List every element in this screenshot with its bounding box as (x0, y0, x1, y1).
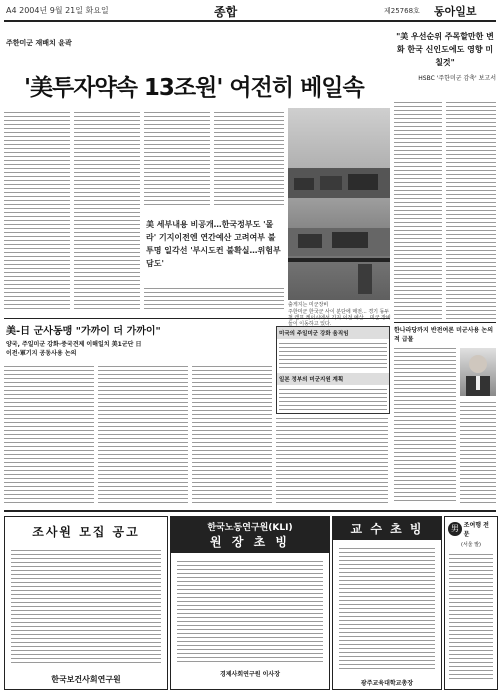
ad-kli-footer: 경제사회연구원 이사장 (219, 671, 281, 678)
ad-professor-body (339, 546, 435, 672)
page-and-date: A4 2004년 9월 21일 화요일 (6, 6, 109, 15)
section-title: 종합 (214, 5, 238, 19)
page-header (0, 0, 500, 22)
lead-kicker: 주한미군 재배치 윤곽 (6, 39, 72, 47)
second-story-subhead: 양국, 주일미군 강화·중국견제 이해일치 美1군단 日이전·軍기지 공동사용 논의 (6, 341, 142, 357)
side-story-subhead: HSBC '주한미군 감축' 보고서 (418, 75, 496, 82)
ad-travel (444, 516, 498, 690)
ad-recruitment-body (11, 548, 161, 666)
photo-caption-title: 출게지는 미군장비 (288, 302, 329, 308)
ad-professor-title: 교 수 초 빙 (333, 517, 441, 540)
second-story-col-3 (192, 364, 272, 504)
side-story-col-2 (446, 100, 496, 320)
lead-body-col-4 (214, 110, 284, 208)
ad-kli-body (177, 559, 323, 663)
ads-rule (4, 510, 496, 512)
side-story (394, 30, 496, 82)
ad-professor-footer: 광주교육대학교총장 (360, 680, 414, 687)
right-story-rule (394, 322, 496, 323)
ad-travel-header (445, 517, 497, 541)
ad-travel-mark: 男 (448, 522, 462, 536)
ad-recruitment-footer: 한국보건사회연구원 (51, 675, 121, 684)
ad-kli-title: 한국노동연구원(KLI) (207, 523, 293, 533)
side-story-headline: "美 우선순위 주목할만한 변화 한국 신인도에도 영향 미칠것" (396, 31, 494, 67)
ad-kli-banner (171, 517, 329, 553)
second-story-col-4 (276, 416, 388, 504)
second-story-col-2 (98, 364, 188, 504)
lead-body-col-3 (144, 110, 210, 208)
lead-headline: '美투자약속 13조원' 여전히 베일속 (24, 75, 364, 101)
ad-travel-sub: (서울 발) (461, 542, 481, 548)
ad-recruitment-title: 조사원 모집 공고 (32, 525, 140, 539)
infobox-title: 미국의 주일미군 강화 움직임 (277, 327, 389, 339)
lead-pullquote: 美 세부내용 비공개…한국정부도 '몰라' 기지이전엔 연간예산 고려여부 불투명 일각선 '부시도컨 불확실…위험부담도' (146, 220, 281, 268)
ad-kli-subtitle: 원 장 초 빙 (210, 535, 290, 549)
ad-travel-body (449, 552, 493, 682)
newspaper-brand: 동아일보 (434, 5, 477, 18)
infobox-list-1 (279, 341, 387, 371)
issue-number: 제25768호 (384, 7, 420, 15)
lead-photo (288, 108, 390, 300)
ad-kli (170, 516, 330, 690)
person-portrait-image (460, 348, 496, 396)
military-train-image (288, 108, 390, 300)
second-story-col-1 (4, 364, 94, 504)
lead-body-col-5 (144, 286, 284, 310)
lead-body-col-2 (74, 110, 140, 310)
photo-caption: 주한미군 한국군 사이 분단에 매전... 경기 동두 들이 이동하고 있다. (288, 309, 390, 327)
right-story-col-1 (394, 346, 456, 504)
infobox-subtitle: 일본 정부의 미군지원 계획 (277, 373, 389, 385)
second-story-headline: 美-日 군사동맹 "가까이 더 가까이" (6, 326, 161, 337)
ad-travel-title: 조여행 전문 (463, 522, 489, 538)
lead-body-col-1 (4, 110, 70, 310)
ad-professor (332, 516, 442, 690)
side-story-col-1 (394, 100, 442, 320)
ad-recruitment (4, 516, 168, 690)
portrait-photo (460, 348, 496, 396)
header-rule (4, 20, 496, 22)
section-rule (4, 318, 390, 319)
infobox (276, 326, 390, 414)
right-story-col-2 (460, 400, 496, 504)
right-story-headline: 한나라당까지 반전여론 미군사용 논의적 급물 (394, 327, 494, 343)
infobox-list-2 (279, 387, 387, 413)
